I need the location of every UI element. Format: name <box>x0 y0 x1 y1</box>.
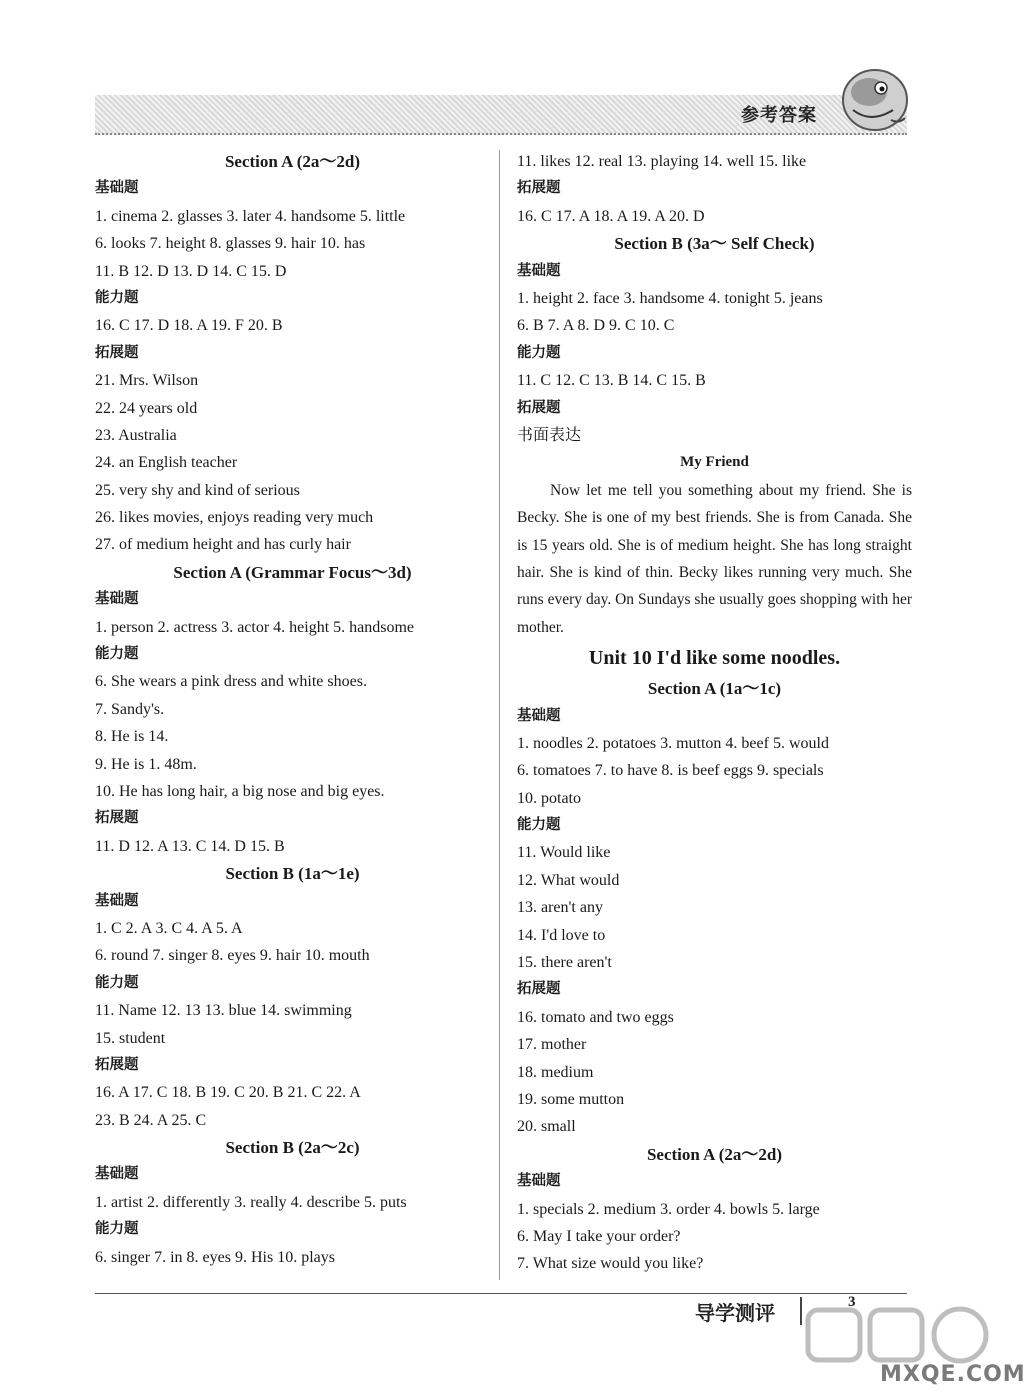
category-label: 能力题 <box>95 1221 139 1238</box>
category-label: 基础题 <box>517 707 561 724</box>
answer-line: 16. A 17. C 18. B 19. C 20. B 21. C 22. A <box>95 1084 361 1102</box>
answer-line: 11. Would like <box>517 844 611 862</box>
answer-line: 7. What size would you like? <box>517 1255 704 1273</box>
category-label: 拓展题 <box>95 810 139 827</box>
category-label: 基础题 <box>95 892 139 909</box>
answer-line: 13. aren't any <box>517 899 603 917</box>
answer-line: 11. C 12. C 13. B 14. C 15. B <box>517 372 706 390</box>
category-label: 能力题 <box>517 344 561 361</box>
answer-line: 6. May I take your order? <box>517 1227 681 1245</box>
answer-line: 10. potato <box>517 789 581 807</box>
footer-title: 导学测评 <box>695 1301 775 1325</box>
answer-line: 24. an English teacher <box>95 454 238 472</box>
answer-line: 20. small <box>517 1118 576 1136</box>
category-label: 能力题 <box>517 817 561 834</box>
category-label: 能力题 <box>95 289 139 306</box>
category-label: 拓展题 <box>517 981 561 998</box>
answer-line: 11. Name 12. 13 13. blue 14. swimming <box>95 1002 352 1020</box>
category-label: 基础题 <box>95 1166 139 1183</box>
answer-line: 27. of medium height and has curly hair <box>95 536 351 554</box>
answer-line: 1. cinema 2. glasses 3. later 4. handsome 5. little <box>95 207 406 225</box>
answer-line: 12. What would <box>517 871 620 889</box>
category-label: 基础题 <box>517 1173 561 1190</box>
section-heading: Section B (1a～1e) <box>225 864 360 884</box>
category-label: 拓展题 <box>95 1056 139 1073</box>
answer-line: 9. He is 1. 48m. <box>95 755 197 773</box>
watermark-text: MXQE.COM <box>880 1362 1026 1387</box>
left-column <box>95 148 490 1271</box>
answer-line: 1. C 2. A 3. C 4. A 5. A <box>95 919 243 937</box>
answer-line: 19. some mutton <box>517 1090 625 1108</box>
category-label: 基础题 <box>95 591 139 608</box>
answer-line: 26. likes movies, enjoys reading very much <box>95 509 374 527</box>
category-label: 拓展题 <box>517 180 561 197</box>
answer-line: 22. 24 years old <box>95 399 198 417</box>
answer-line: 8. He is 14. <box>95 728 169 746</box>
answer-line: 1. height 2. face 3. handsome 4. tonight 5. jeans <box>517 289 823 307</box>
answer-line: 6. tomatoes 7. to have 8. is beef eggs 9. specials <box>517 762 824 780</box>
column-divider <box>499 150 500 1280</box>
answer-line: 6. B 7. A 8. D 9. C 10. C <box>517 317 675 335</box>
category-label: 能力题 <box>95 974 139 991</box>
answer-line: 1. noodles 2. potatoes 3. mutton 4. beef 5. would <box>517 734 829 752</box>
unit-heading: Unit 10 I'd like some noodles. <box>588 647 841 670</box>
category-label: 能力题 <box>95 646 139 663</box>
answer-line: 1. artist 2. differently 3. really 4. describe 5. puts <box>95 1193 407 1211</box>
category-label: 拓展题 <box>517 399 561 416</box>
answer-line: 16. C 17. A 18. A 19. A 20. D <box>517 207 705 225</box>
answer-line: 11. D 12. A 13. C 14. D 15. B <box>95 837 285 855</box>
category-label: 基础题 <box>517 262 561 279</box>
section-heading: Section A (1a～1c) <box>647 679 782 699</box>
mascot-dinosaur-icon <box>835 62 913 138</box>
essay-title: My Friend <box>680 454 749 471</box>
answer-line: 6. singer 7. in 8. eyes 9. His 10. plays <box>95 1248 335 1266</box>
section-heading: Section A (Grammar Focus～3d) <box>173 562 412 582</box>
answer-line: 11. B 12. D 13. D 14. C 15. D <box>95 262 287 280</box>
answer-line: 11. likes 12. real 13. playing 14. well 15. like <box>517 153 807 170</box>
answer-line: 23. B 24. A 25. C <box>95 1111 207 1129</box>
answer-line: 1. person 2. actress 3. actor 4. height 5. handsome <box>95 618 415 636</box>
right-column <box>517 148 912 1278</box>
answer-line: 6. looks 7. height 8. glasses 9. hair 10. has <box>95 235 366 253</box>
answer-line: 14. I'd love to <box>517 926 606 944</box>
answer-line: 6. She wears a pink dress and white shoes. <box>95 673 367 691</box>
header-title: 参考答案 <box>741 105 817 126</box>
answer-line: 10. He has long hair, a big nose and big eyes. <box>95 782 385 800</box>
answer-line: 1. specials 2. medium 3. order 4. bowls 5. large <box>517 1200 820 1218</box>
section-heading: Section A (2a～2d) <box>646 1144 783 1164</box>
answer-line: 17. mother <box>517 1036 587 1054</box>
answer-line: 16. C 17. D 18. A 19. F 20. B <box>95 317 283 335</box>
essay-paragraph: Now let me tell you something about my friend. She is Becky. She is one of my best friends. She is from Canada. She is 15 years old. She is of medium height. She has long straight hair. She is kind of thin. Becky likes running very much. She runs every day. On Sundays she usually goes shopping with her mother. <box>517 481 912 636</box>
answer-line: 23. Australia <box>95 426 177 444</box>
section-heading: Section B (3a～ Self Check) <box>614 234 815 254</box>
page-number: 3 <box>848 1294 856 1310</box>
answer-line: 15. there aren't <box>517 954 612 972</box>
section-heading: Section B (2a～2c) <box>225 1138 360 1158</box>
category-label: 基础题 <box>95 180 139 197</box>
page-header-band <box>95 95 907 135</box>
answer-line: 16. tomato and two eggs <box>517 1008 674 1026</box>
answer-line: 书面表达 <box>517 426 582 444</box>
category-label: 拓展题 <box>95 344 139 361</box>
answer-line: 7. Sandy's. <box>95 700 165 718</box>
answer-line: 18. medium <box>517 1063 594 1081</box>
footer-rule <box>95 1293 907 1294</box>
answer-line: 25. very shy and kind of serious <box>95 481 300 499</box>
answer-line: 21. Mrs. Wilson <box>95 372 199 390</box>
answer-line: 15. student <box>95 1029 166 1047</box>
section-heading: Section A (2a～2d) <box>224 152 361 171</box>
answer-line: 6. round 7. singer 8. eyes 9. hair 10. mouth <box>95 947 370 965</box>
